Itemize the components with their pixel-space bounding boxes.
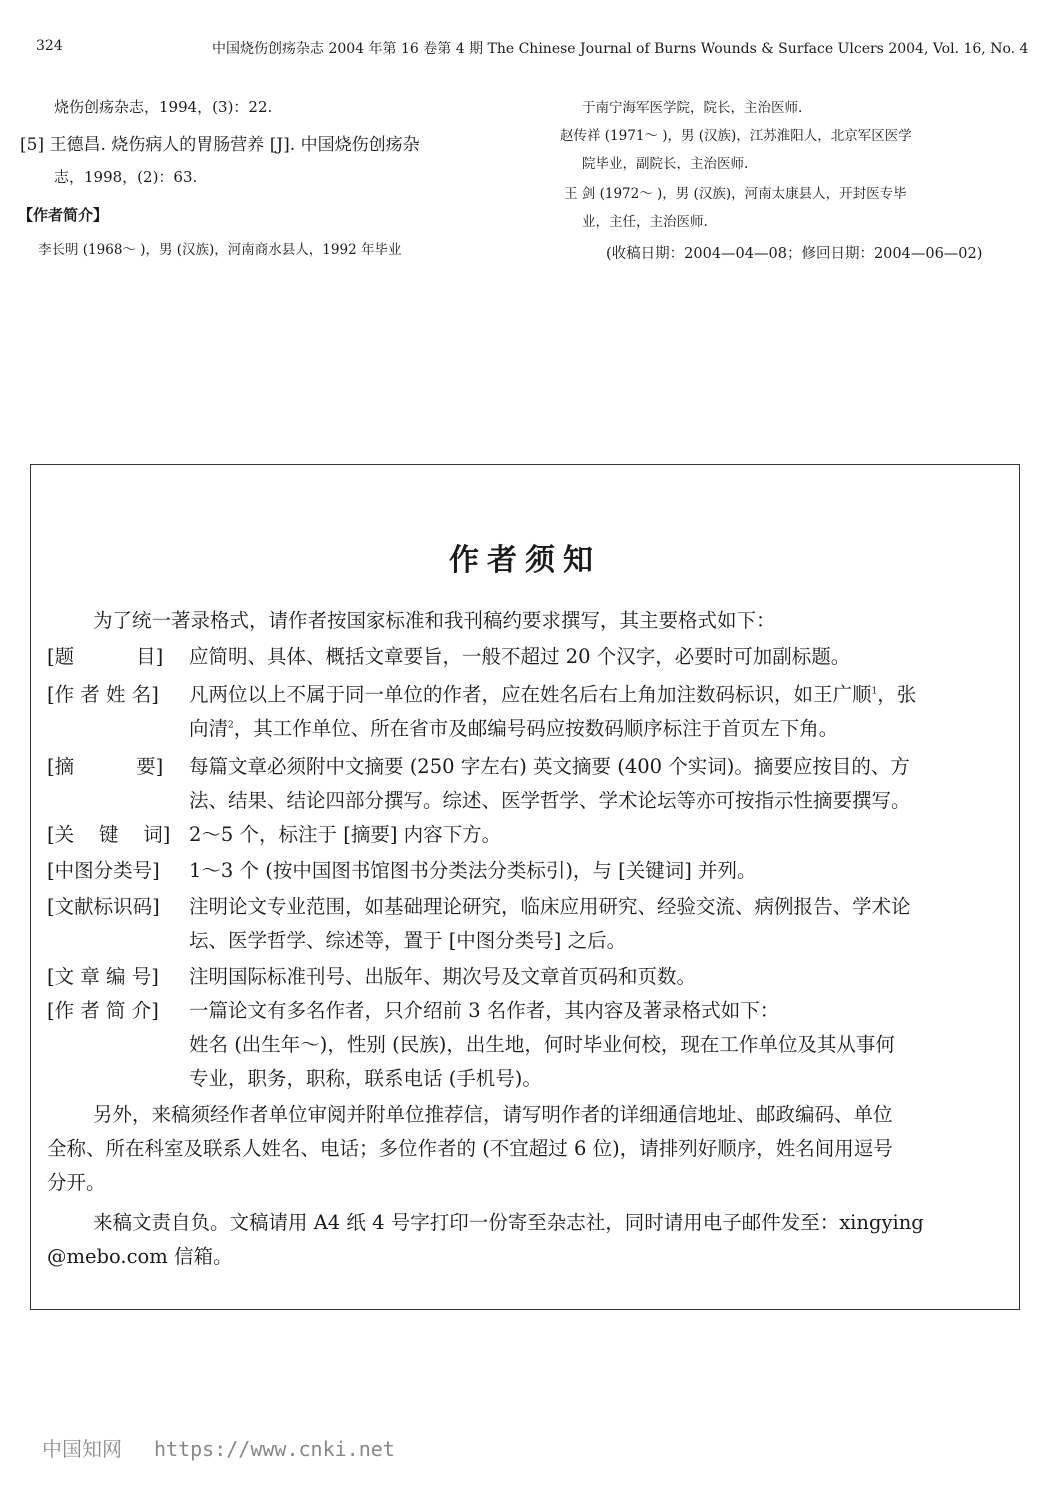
- label-clc-number: [中图分类号]: [47, 859, 160, 882]
- author-bio-3-line1: 王 剑 (1972～ )，男 (汉族)，河南太康县人，开封医专毕: [564, 186, 907, 202]
- cnki-watermark: [42, 1433, 395, 1462]
- reference-5-line1: [5] 王德昌. 烧伤病人的胃肠营养 [J]. 中国烧伤创疡杂: [20, 135, 420, 155]
- notice-intro: 为了统一著录格式，请作者按国家标准和我刊稿约要求撰写，其主要格式如下：: [93, 609, 776, 632]
- label-document-code: [文献标识码]: [47, 895, 160, 918]
- received-dates: (收稿日期：2004—04—08；修回日期：2004—06—02): [606, 246, 983, 262]
- author-bio-1-line2: 于南宁海军医学院，院长，主治医师.: [582, 100, 803, 116]
- superscript-2: 2: [228, 720, 234, 731]
- superscript-1: 1: [871, 686, 878, 697]
- author-names-rule-tail1: ，张: [877, 683, 917, 706]
- author-bio-rule-line2: 姓名 (出生年～)，性别 (民族)，出生地，何时毕业何校，现在工作单位及其从事何: [189, 1033, 895, 1056]
- notice-title: 作者须知: [449, 543, 601, 578]
- document-code-rule-line1: 注明论文专业范围，如基础理论研究，临床应用研究、经验交流、病例报告、学术论: [189, 895, 911, 918]
- submission-paragraph-line2: 全称、所在科室及联系人姓名、电话；多位作者的 (不宜超过 6 位)，请排列好顺序，姓名间用逗号: [47, 1137, 893, 1160]
- author-bio-rule-line1: 一篇论文有多名作者，只介绍前 3 名作者，其内容及著录格式如下：: [189, 999, 780, 1022]
- responsibility-paragraph-line1: 来稿文责自负。文稿请用 A4 纸 4 号字打印一份寄至杂志社，同时请用电子邮件发至：xingying: [93, 1211, 924, 1234]
- label-author-names: [作 者 姓 名]: [47, 683, 159, 706]
- author-names-rule-line2: [189, 713, 838, 741]
- reference-5-line2: 志，1998，(2)：63.: [54, 168, 198, 186]
- responsibility-paragraph-line2: @mebo.com 信箱。: [47, 1245, 233, 1268]
- abstract-rule-line2: 法、结果、结论四部分撰写。综述、医学哲学、学术论坛等亦可按指示性摘要撰写。: [189, 789, 911, 812]
- submission-paragraph-line1: 另外，来稿须经作者单位审阅并附单位推荐信，请写明作者的详细通信地址、邮政编码、单位: [93, 1103, 893, 1126]
- author-names-rule-text2: 向清: [189, 717, 229, 740]
- author-bio-rule-line3: 专业，职务，职称，联系电话 (手机号)。: [189, 1067, 542, 1090]
- submission-paragraph-line3: 分开。: [47, 1171, 106, 1194]
- cnki-site-name: 中国知网: [42, 1437, 122, 1461]
- author-names-rule-text1: 凡两位以上不属于同一单位的作者，应在姓名后右上角加注数码标识，如王广顺: [189, 683, 872, 706]
- reference-4-continuation: 烧伤创疡杂志，1994，(3)：22.: [54, 98, 273, 116]
- label-keywords: [关 键 词]: [47, 823, 171, 846]
- author-bio-heading: 【作者简介】: [18, 206, 109, 224]
- label-article-number: [文 章 编 号]: [47, 965, 159, 988]
- author-names-rule-line1: [189, 679, 916, 707]
- author-names-rule-text3: ，其工作单位、所在省市及邮编号码应按数码顺序标注于首页左下角。: [233, 717, 839, 740]
- document-code-rule-line2: 坛、医学哲学、综述等，置于 [中图分类号] 之后。: [189, 929, 627, 952]
- author-bio-2-line1: 赵传祥 (1971～ )，男 (汉族)，江苏淮阳人，北京军区医学: [560, 128, 912, 144]
- author-bio-3-line2: 业，主任，主治医师.: [582, 214, 708, 230]
- author-bio-2-line2: 院毕业，副院长，主治医师.: [582, 156, 749, 172]
- author-notice-box: [30, 464, 1020, 1310]
- title-rule: 应简明、具体、概括文章要旨，一般不超过 20 个汉字，必要时可加副标题。: [189, 645, 851, 668]
- keywords-rule: 2～5 个，标注于 [摘要] 内容下方。: [189, 823, 502, 846]
- article-number-rule: 注明国际标准刊号、出版年、期次号及文章首页码和页数。: [189, 965, 697, 988]
- page-number: 324: [36, 38, 63, 54]
- label-author-bio: [作 者 简 介]: [47, 999, 159, 1022]
- clc-number-rule: 1～3 个 (按中国图书馆图书分类法分类标引)，与 [关键词] 并列。: [189, 859, 757, 882]
- author-bio-1-line1: 李长明 (1968～ )，男 (汉族)，河南商水县人，1992 年毕业: [38, 242, 402, 258]
- cnki-url[interactable]: https://www.cnki.net: [154, 1437, 395, 1461]
- label-title: [题 目]: [47, 645, 164, 668]
- abstract-rule-line1: 每篇文章必须附中文摘要 (250 字左右) 英文摘要 (400 个实词)。摘要应按目的、方: [189, 755, 910, 778]
- running-header: 中国烧伤创疡杂志 2004 年第 16 卷第 4 期 The Chinese Journal of Burns Wounds & Surface Ulcers 2004, Vol. 16, No. 4: [212, 41, 1029, 57]
- label-abstract: [摘 要]: [47, 755, 164, 778]
